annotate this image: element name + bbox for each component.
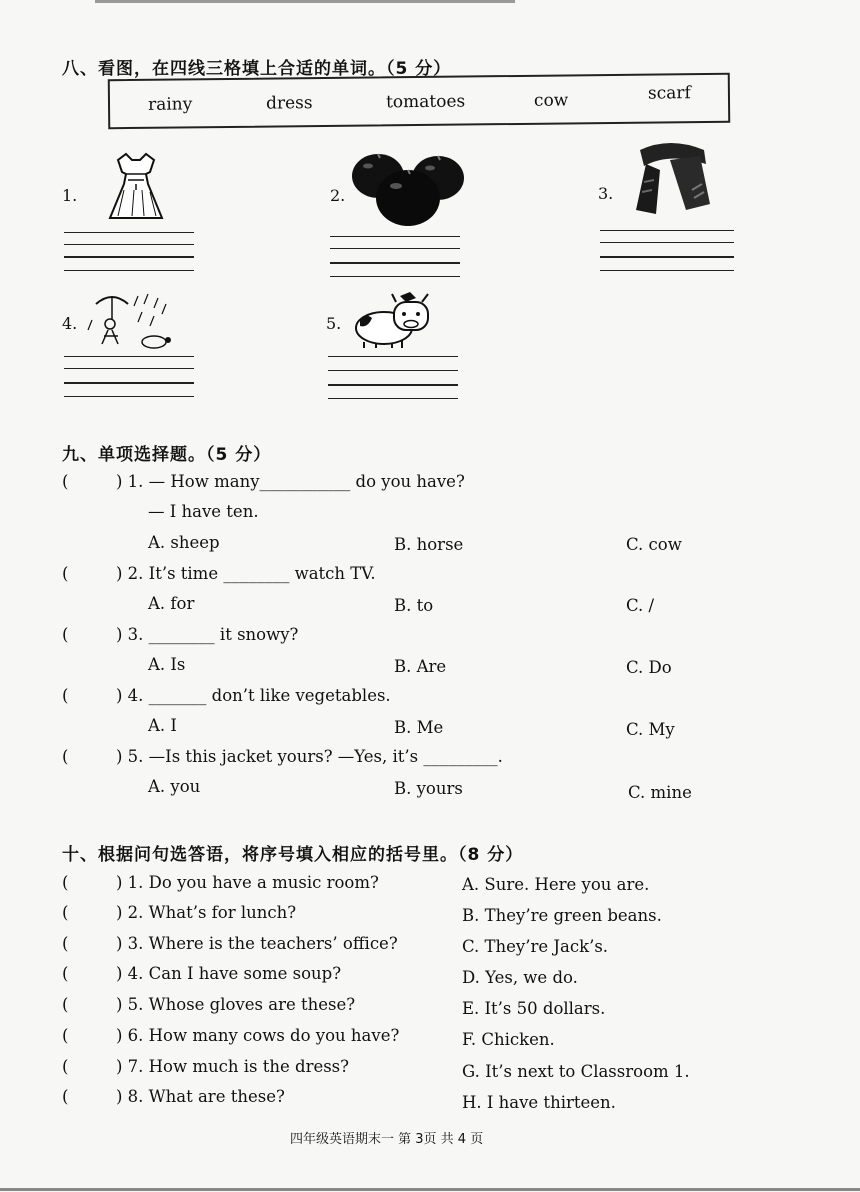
answer-paren[interactable]: ( (62, 1087, 69, 1106)
match-question: ) 2. What’s for lunch? (116, 903, 297, 922)
match-answer: A. Sure. Here you are. (462, 875, 650, 894)
word-bank-item: rainy (147, 94, 193, 115)
match-question: ) 1. Do you have a music room? (116, 873, 379, 892)
match-question: ) 4. Can I have some soup? (116, 964, 342, 983)
option-a: A. you (148, 777, 201, 796)
item-number: 5. (326, 314, 342, 333)
answer-paren[interactable]: ( (62, 1057, 69, 1076)
option-c: C. / (626, 596, 655, 615)
answer-paren[interactable]: ( (62, 1026, 69, 1045)
top-edge-line (95, 0, 515, 3)
option-b: B. yours (394, 779, 463, 798)
match-answer: E. It’s 50 dollars. (462, 999, 606, 1018)
question-stem: ) 4. _______ don’t like vegetables. (116, 686, 391, 705)
section-9-title: 九、单项选择题。（5 分） (62, 445, 272, 465)
cow-icon (350, 290, 438, 352)
option-a: A. Is (148, 655, 186, 674)
answer-paren[interactable]: ( (62, 686, 69, 705)
match-answer: H. I have thirteen. (462, 1093, 616, 1112)
word-bank-item: scarf (647, 83, 691, 104)
option-c: C. mine (628, 783, 692, 802)
question-stem-reply: — I have ten. (148, 502, 259, 521)
word-bank-item: cow (533, 90, 569, 111)
match-question: ) 6. How many cows do you have? (116, 1026, 400, 1045)
item-number: 1. (62, 186, 78, 205)
item-number: 4. (62, 314, 78, 333)
answer-paren[interactable]: ( (62, 747, 69, 766)
option-a: A. sheep (148, 533, 220, 552)
question-stem: ) 1. — How many___________ do you have? (116, 472, 465, 491)
answer-paren[interactable]: ( (62, 564, 69, 583)
answer-paren[interactable]: ( (62, 903, 69, 922)
answer-paren[interactable]: ( (62, 995, 69, 1014)
section-8-title: 八、看图，在四线三格填上合适的单词。（5 分） (62, 59, 452, 79)
option-b: B. Me (394, 718, 444, 737)
question-stem: ) 3. ________ it snowy? (116, 625, 299, 644)
match-answer: G. It’s next to Classroom 1. (462, 1062, 690, 1081)
question-stem: ) 5. —Is this jacket yours? —Yes, it’s _________. (116, 747, 503, 766)
match-answer: C. They’re Jack’s. (462, 937, 609, 956)
match-answer: D. Yes, we do. (462, 968, 578, 987)
match-answer: F. Chicken. (462, 1030, 555, 1049)
section-10-title: 十、根据问句选答语，将序号填入相应的括号里。（8 分） (62, 845, 524, 865)
option-b: B. horse (394, 535, 464, 554)
question-stem: ) 2. It’s time ________ watch TV. (116, 564, 376, 583)
page-footer: 四年级英语期末一 第 3页 共 4 页 (290, 1132, 484, 1147)
answer-paren[interactable]: ( (62, 625, 69, 644)
tomatoes-icon (350, 148, 466, 228)
word-bank-item: dress (265, 93, 313, 114)
option-b: B. to (394, 596, 434, 615)
match-question: ) 8. What are these? (116, 1087, 285, 1106)
item-number: 2. (330, 186, 346, 205)
match-question: ) 5. Whose gloves are these? (116, 995, 356, 1014)
bottom-edge-line (0, 1188, 860, 1191)
rainy-icon (84, 290, 180, 352)
dress-icon (104, 150, 168, 222)
match-question: ) 3. Where is the teachers’ office? (116, 934, 398, 953)
answer-paren[interactable]: ( (62, 964, 69, 983)
match-question: ) 7. How much is the dress? (116, 1057, 349, 1076)
option-c: C. cow (626, 535, 682, 554)
word-bank-item: tomatoes (385, 91, 466, 113)
answer-paren[interactable]: ( (62, 873, 69, 892)
answer-paren[interactable]: ( (62, 472, 69, 491)
word-bank (108, 73, 730, 130)
match-answer: B. They’re green beans. (462, 906, 662, 925)
scarf-icon (630, 140, 716, 220)
option-b: B. Are (394, 657, 447, 676)
answer-paren[interactable]: ( (62, 934, 69, 953)
item-number: 3. (598, 184, 614, 203)
option-a: A. for (148, 594, 195, 613)
option-c: C. Do (626, 658, 672, 677)
option-c: C. My (626, 720, 675, 739)
option-a: A. I (148, 716, 177, 735)
